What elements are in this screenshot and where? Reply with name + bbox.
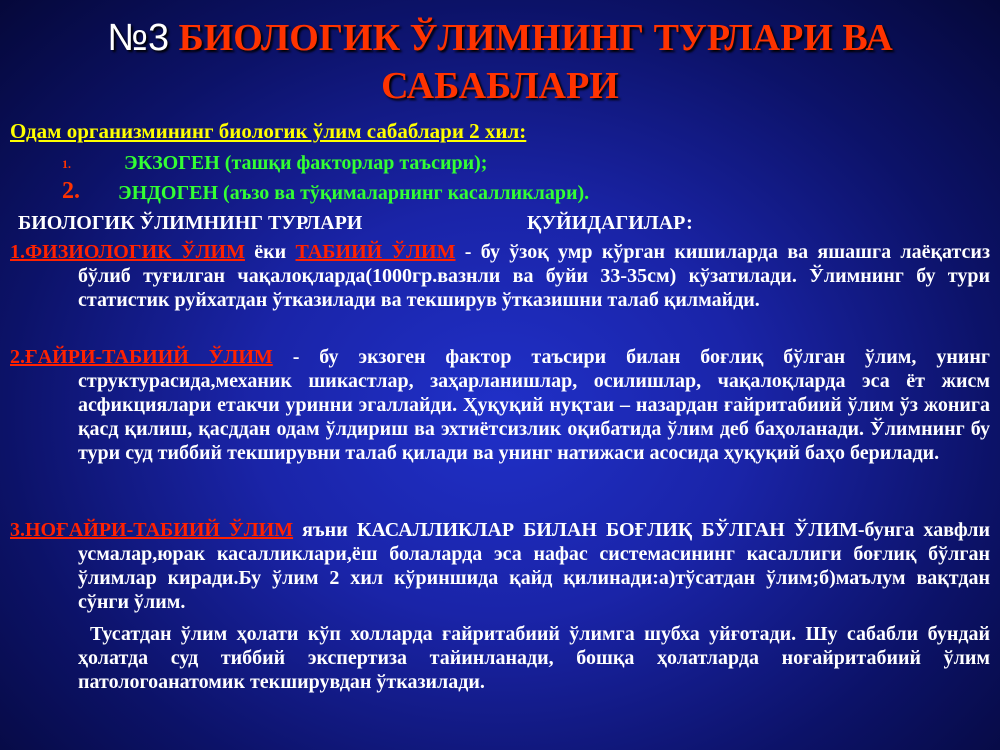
- paragraph-connector: ёки: [244, 241, 296, 263]
- physiological-death-label: 1.ФИЗИОЛОГИК ЎЛИМ: [10, 241, 245, 263]
- slide-number: №3: [107, 17, 170, 59]
- intro-line: Одам организмининг биологик ўлим сабаблари 2 хил:: [10, 119, 527, 143]
- types-heading-left: БИОЛОГИК ЎЛИМНИНГ ТУРЛАРИ: [18, 212, 363, 234]
- slide-title: [40, 14, 960, 110]
- unnatural-death-label: 2.ҒАЙРИ-ТАБИИЙ ЎЛИМ: [10, 346, 273, 368]
- cause-text: ЭНДОГЕН (аъзо ва тўқималарнинг касалликлари).: [118, 182, 590, 204]
- types-heading-right: ҚУЙИДАГИЛАР:: [527, 212, 693, 234]
- title-text: БИОЛОГИК ЎЛИМНИНГ ТУРЛАРИ ВА САБАБЛАРИ: [178, 17, 893, 107]
- paragraph-text: яъни КАСАЛЛИКЛАР БИЛАН БОҒЛИҚ БЎЛГАН ЎЛИМ-бунга хавфли усмалар,юрак касалликлари,ёш болаларда эса нафас системасининг касаллиги боғлиқ бўлган ўлимлар киради.Бу ўлим 2 хил кўриншида қайд қилинади:а)тўсатдан ўлим;б)маълум вақтдан сўнги ўлим.: [78, 519, 990, 613]
- cause-number: 1.: [62, 157, 71, 171]
- paragraph-text: Тусатдан ўлим ҳолати кўп холларда ғайритабиий ўлимга шубха уйғотади. Шу сабабли бундай ҳолатда суд тиббий экспертиза тайинланади, бошқа ҳолатларда ноғайритабиий ўлим патологоанатомик текширувдан ўтказилади.: [78, 623, 990, 693]
- paragraph-physiological-death: [10, 240, 990, 312]
- paragraph-sudden-death: [10, 622, 990, 694]
- paragraph-text: - бу экзоген фактор таъсири билан боғлиқ бўлган ўлим, унинг структурасида,механик шикастлар, заҳарланишлар, осилишлар, чақалоқларда эса ёт жисм асфикциялари етакчи уринни эгаллайди. Ҳуқуқий нуқтаи – назардан ғайритабиий ўлим ўз жонига қасд қилиш, қасддан одам ўлдириш ва эхтиётсизлик оқибатида ўлим деб баҳоланади. Ўлимнинг бу тури суд тиббий текширувни талаб қилади ва унинг натижаси асосида ҳуқуқий баҳо берилади.: [78, 346, 990, 464]
- cause-number: 2.: [62, 178, 80, 204]
- paragraph-text: - бу ўзоқ умр кўрган кишиларда ва яшашга лаёқатсиз бўлиб туғилган чақалоқларда(1000гр.вазнли ва буйи 33-35см) кўзатилади. Ўлимнинг бу тури статистик руйхатдан ўтказилади ва текширув ўтказишни талаб қилмайди.: [78, 241, 990, 311]
- cause-text: ЭКЗОГЕН (ташқи факторлар таъсири);: [124, 152, 488, 174]
- natural-death-label: ТАБИИЙ ЎЛИМ: [295, 241, 456, 263]
- paragraph-non-violent-death: [10, 518, 990, 614]
- non-violent-death-label: 3.НОҒАЙРИ-ТАБИИЙ ЎЛИМ: [10, 519, 294, 541]
- paragraph-unnatural-death: [10, 345, 990, 465]
